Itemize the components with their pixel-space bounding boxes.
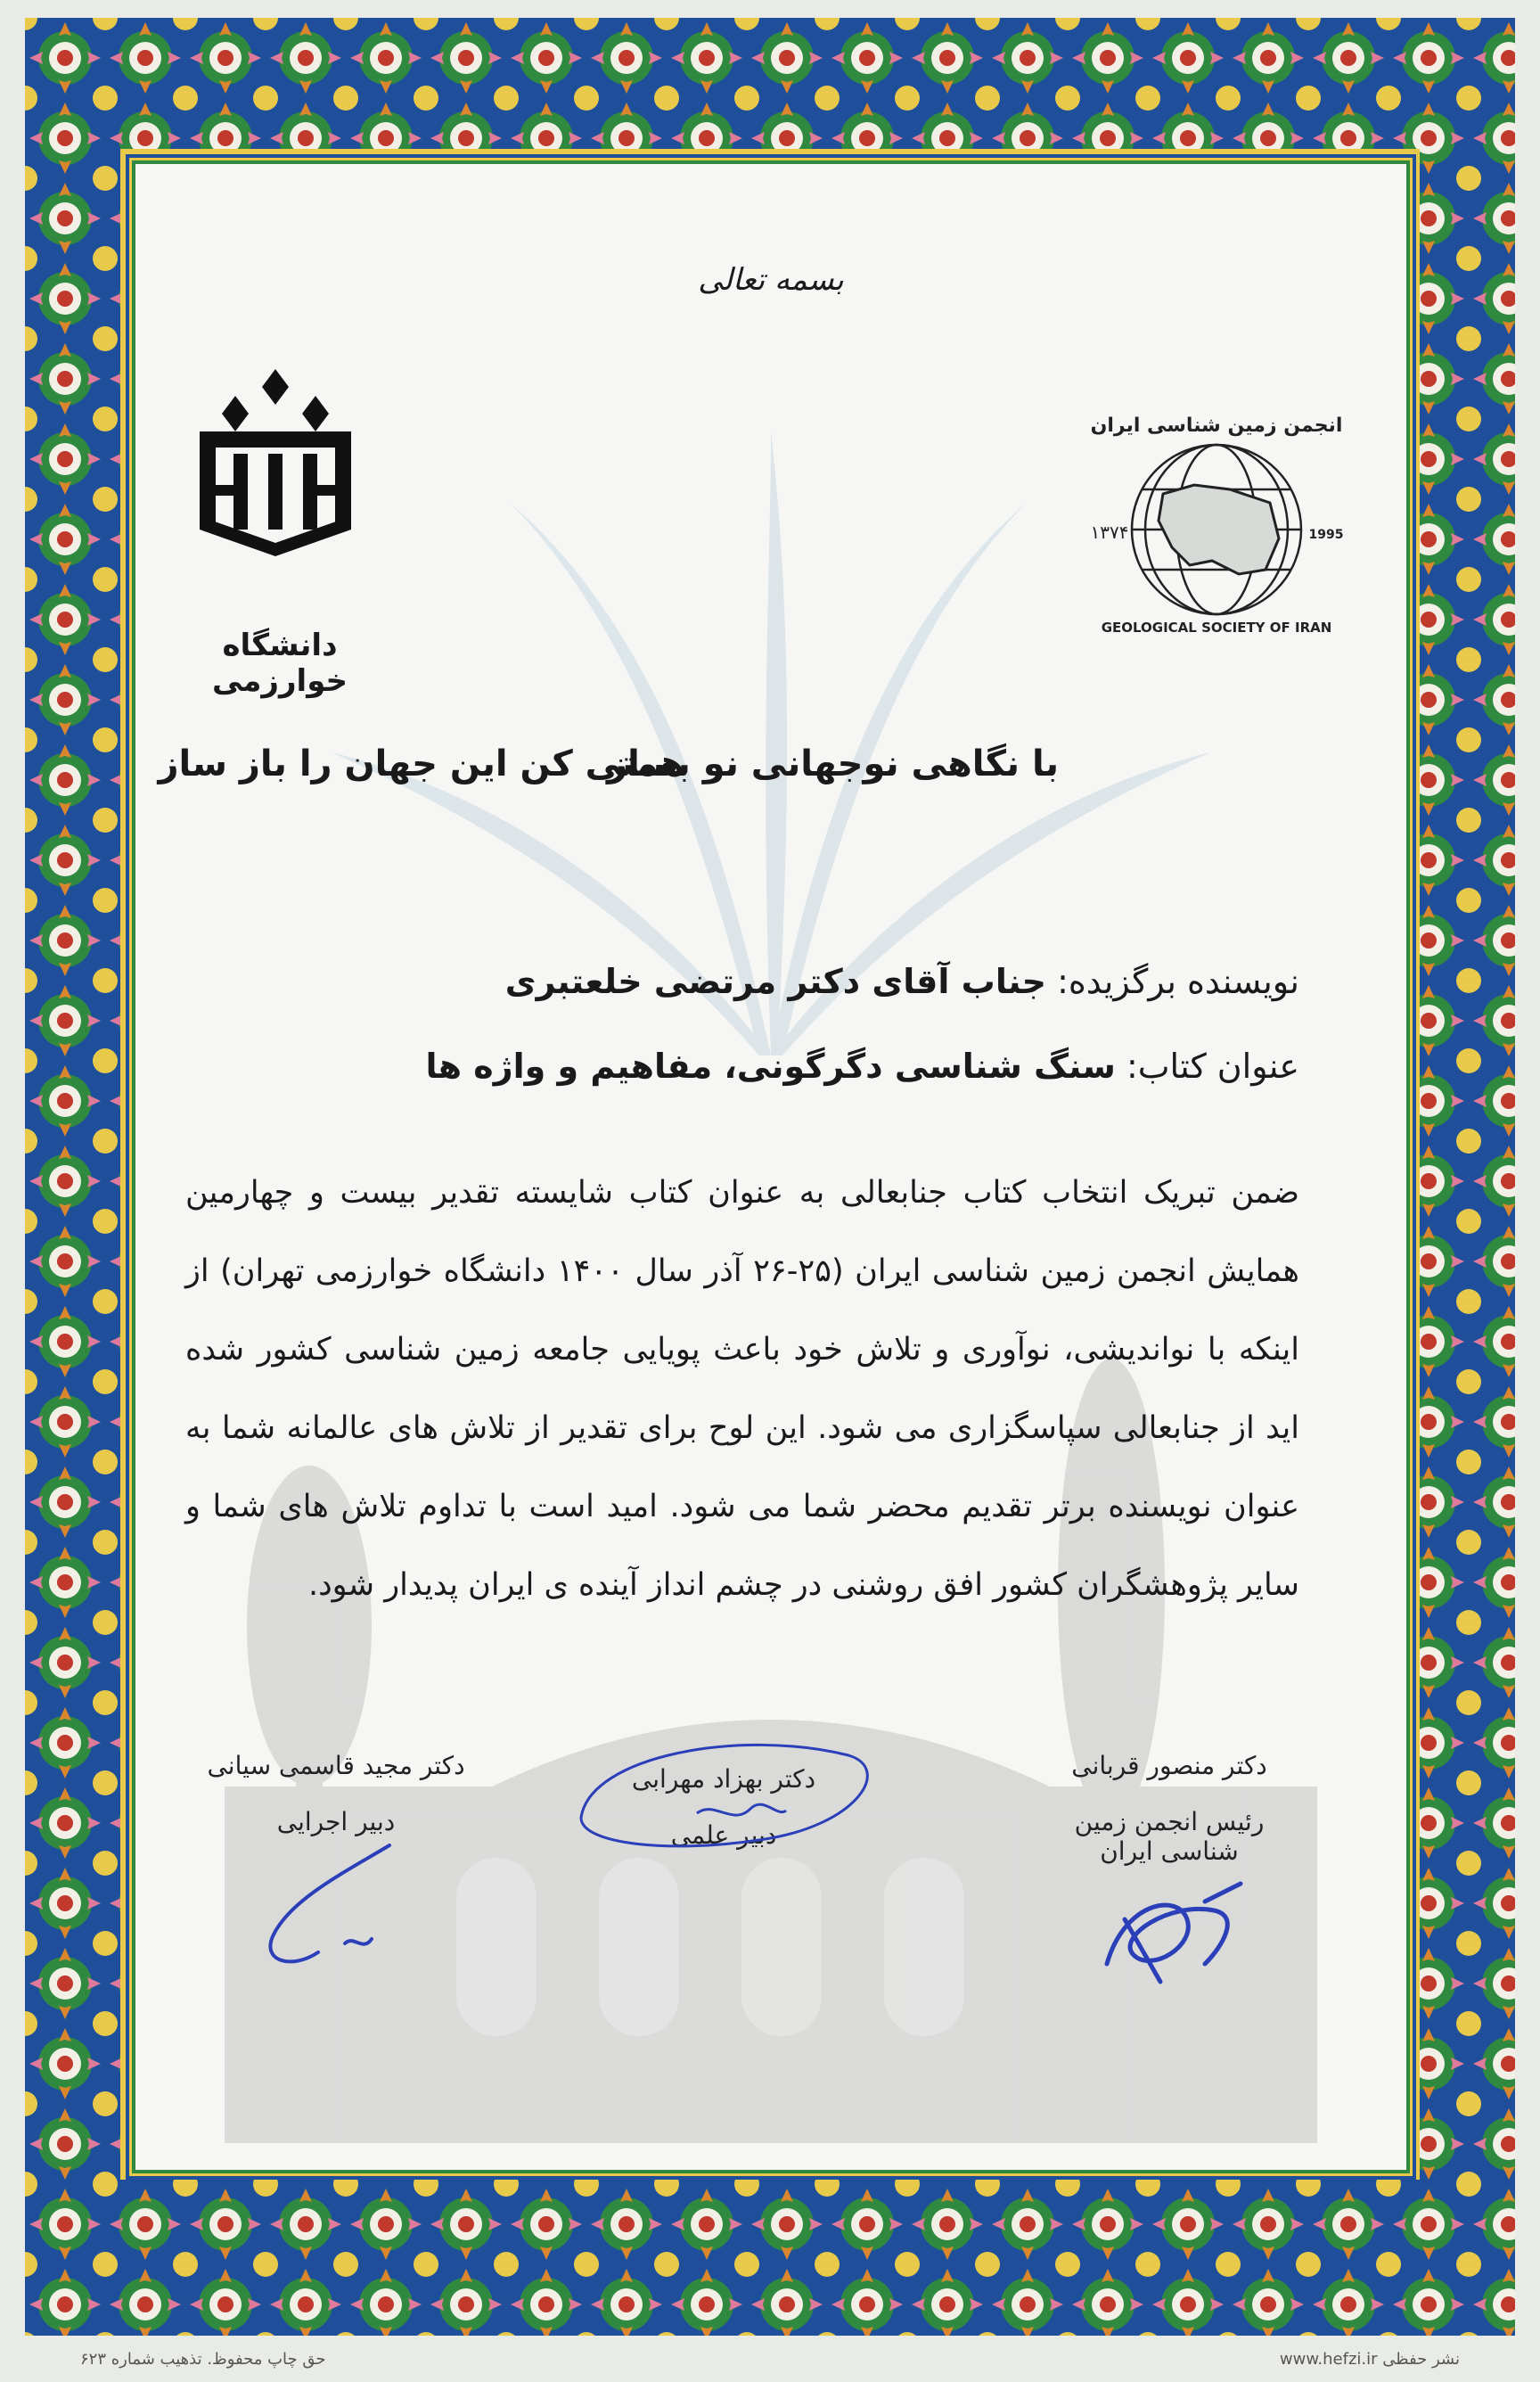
society-year-fa: ۱۳۷۴ (1090, 522, 1129, 543)
invocation-heading: بسمه تعالی (698, 262, 844, 298)
university-name: دانشگاه خوارزمی (211, 628, 348, 699)
handwritten-signature (563, 1729, 884, 1862)
signature-block-president (1036, 1751, 1303, 1997)
author-name: جناب آقای دکتر مرتضی خلعتبری (504, 962, 1046, 1001)
author-line (505, 962, 1299, 1001)
signer-name: دکتر مجید قاسمی سیانی (207, 1751, 465, 1780)
book-line (425, 1047, 1299, 1086)
handwritten-signature (238, 1836, 434, 1979)
society-year-en: 1995 (1308, 528, 1344, 542)
book-title: سنگ شناسی دگرگونی، مفاهیم و واژه ها (425, 1047, 1116, 1086)
signer-name: دکتر منصور قربانی (1071, 1751, 1267, 1780)
society-name-fa: انجمن زمین شناسی ایران (1090, 415, 1343, 437)
certificate-body (132, 160, 1410, 2173)
signature-block-scientific-secretary (590, 1764, 857, 1850)
signer-name: دکتر بهزاد مهرابی (631, 1764, 816, 1794)
signer-role: دبیر اجرایی (276, 1807, 396, 1836)
footer-copyright: حق چاپ محفوظ. تذهیب شماره ۶۲۳ (80, 2350, 326, 2369)
poem-hemistich-2: با نگاهی نوجهانی نو بساز (607, 743, 1059, 784)
book-label: عنوان کتاب: (1126, 1047, 1299, 1086)
handwritten-signature (1071, 1866, 1267, 1991)
kharazmi-university-logo (191, 369, 360, 556)
author-label: نویسنده برگزیده: (1057, 962, 1299, 1001)
poem-hemistich-1: همتی کن این جهان را باز ساز (158, 743, 684, 784)
geological-society-logo (1087, 405, 1346, 637)
signature-block-executive-secretary (189, 1751, 483, 1985)
appreciation-text: ضمن تبریک انتخاب کتاب جنابعالی به عنوان کتاب شایسته تقدیر بیست و چهارمین همایش انجمن زمین شناسی ایران (۲۵-۲۶ آذر سال ۱۴۰۰ دانشگاه خوارزمی تهران) از اینکه با نواندیشی، نوآوری و تلاش خود باعث پویایی جامعه زمین شناسی کشور شده اید از جنابعالی سپاسگزاری می شود. این لوح برای تقدیر از تلاش های عالمانه شما به عنوان نویسنده برتر تقدیم محضر شما می شود. امید است با تداوم تلاش های شما و سایر پژوهشگران کشور افق روشنی در چشم انداز آینده ی ایران پدیدار شود. (185, 1175, 1299, 1603)
signer-role: دبیر علمی (670, 1820, 777, 1850)
footer-publisher: www.hefzi.ir نشر حفظی (1279, 2350, 1460, 2369)
signer-role: رئیس انجمن زمین شناسی ایران (1074, 1807, 1265, 1866)
society-name-en: GEOLOGICAL SOCIETY OF IRAN (1101, 620, 1332, 636)
